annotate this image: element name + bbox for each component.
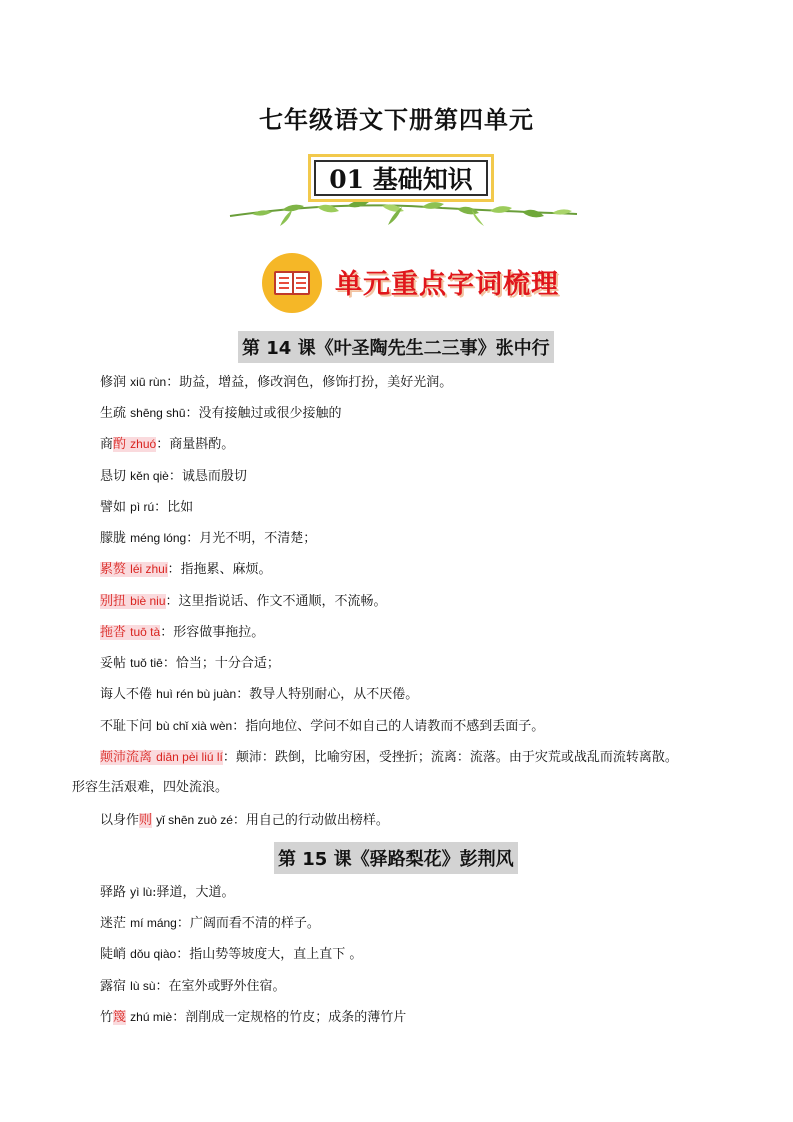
entry-word-highlight: 拖沓 — [100, 625, 127, 640]
entry-definition: ：月光不明，不清楚； — [186, 531, 317, 546]
entry-word: 竹 — [100, 1010, 114, 1025]
entry-definition: 形容生活艰难，四处流浪。 — [72, 780, 229, 795]
entry-pinyin: yǐ shēn zuò zé — [156, 813, 233, 827]
entry-word: 譬如 — [100, 500, 127, 515]
highlight — [139, 813, 152, 828]
section-banner — [222, 150, 582, 232]
entry-definition: :驿道，大道。 — [152, 885, 235, 900]
entry-word-highlight: 累赘 — [100, 562, 127, 577]
entry-pinyin: bù chǐ xià wèn — [156, 719, 233, 733]
entry-pinyin: huì rén bù juàn — [156, 687, 237, 701]
entry-pinyin: pì rú — [130, 500, 155, 514]
entry-pinyin: xiū rùn — [130, 375, 167, 389]
entry-definition: ：指向地位、学问不如自己的人请教而不感到丢面子。 — [232, 719, 545, 734]
entry-definition: ：这里指说话、作文不通顺，不流畅。 — [165, 594, 387, 609]
entry-definition: ：教导人特别耐心，从不厌倦。 — [236, 687, 419, 702]
highlight — [113, 437, 156, 452]
entry-definition: ：恰当；十分合适； — [162, 656, 280, 671]
entry-definition: ：在室外或野外住宿。 — [155, 979, 286, 994]
entry-definition: ：比如 — [154, 500, 194, 515]
highlight — [100, 625, 160, 640]
vocab-entry — [100, 977, 286, 996]
vocab-entry — [100, 623, 264, 642]
entry-pinyin: léi zhui — [130, 562, 168, 576]
entry-pinyin: méng lóng — [130, 531, 187, 545]
entry-definition: ：形容做事拖拉。 — [160, 625, 265, 640]
entry-pinyin: kěn qiè — [130, 469, 169, 483]
vocab-entry — [100, 498, 193, 517]
entry-word: 以身作 — [100, 813, 140, 828]
vocab-entry — [100, 748, 678, 767]
vocab-entry — [100, 592, 387, 611]
entry-definition: ：指山势等坡度大，直上直下 。 — [176, 947, 363, 962]
entry-word: 生疏 — [100, 406, 127, 421]
entry-word-highlight: 颠沛流离 — [100, 750, 153, 765]
vocab-entry — [100, 404, 342, 423]
highlight — [100, 562, 168, 577]
entry-pinyin: zhuó — [130, 437, 157, 451]
lesson-heading: 第 14 课《叶圣陶先生二三事》张中行 — [238, 331, 554, 363]
vocab-entry — [100, 717, 544, 736]
vocab-entry — [100, 685, 418, 704]
entry-pinyin: lù sù — [130, 979, 156, 993]
vocab-entry — [100, 529, 316, 548]
entry-word: 修润 — [100, 375, 127, 390]
entry-pinyin: yì lù — [130, 885, 153, 899]
entry-pinyin: diān pèi liú lí — [156, 750, 223, 764]
entry-pinyin: mí máng — [130, 916, 177, 930]
vocab-entry — [100, 883, 235, 902]
book-icon — [262, 253, 322, 313]
entry-definition: ：颠沛：跌倒，比喻穷困，受挫折；流离：流落。由于灾荒或战乱而流转离散。 — [222, 750, 678, 765]
entry-word: 诲人不倦 — [100, 687, 153, 702]
highlight — [100, 750, 223, 765]
entry-word: 迷茫 — [100, 916, 127, 931]
lesson-heading: 第 15 课《驿路梨花》彭荆风 — [274, 842, 518, 874]
highlight — [100, 594, 166, 609]
vocab-entry — [100, 467, 247, 486]
banner-frame — [308, 154, 494, 202]
entry-pinyin: shēng shū — [130, 406, 186, 420]
entry-word: 朦胧 — [100, 531, 127, 546]
vocab-entry — [100, 1008, 406, 1027]
vocab-entry — [72, 779, 228, 797]
entry-word: 恳切 — [100, 469, 127, 484]
section-title: 单元重点字词梳理 — [335, 269, 559, 300]
entry-word: 不耻下问 — [100, 719, 153, 734]
highlight — [113, 1010, 126, 1025]
entry-definition: ：诚恳而殷切 — [168, 469, 247, 484]
entry-definition: ：助益，增益，修改润色，修饰打扮，美好光润。 — [166, 375, 453, 390]
entry-pinyin: tuǒ tiē — [130, 656, 163, 670]
entry-definition: ：指拖累、麻烦。 — [167, 562, 272, 577]
page-title: 七年级语文下册第四单元 — [259, 106, 534, 134]
vocab-entry — [100, 373, 452, 392]
entry-definition: ：用自己的行动做出榜样。 — [232, 813, 389, 828]
entry-pinyin: dǒu qiào — [130, 947, 177, 961]
entry-word: 露宿 — [100, 979, 127, 994]
entry-definition: ：没有接触过或很少接触的 — [185, 406, 342, 421]
vocab-entry — [100, 914, 320, 933]
vocab-entry — [100, 435, 234, 454]
vocab-entry — [100, 654, 280, 673]
vocab-entry — [100, 560, 272, 579]
entry-word: 陡峭 — [100, 947, 127, 962]
banner-text: 01 基础知识 — [329, 165, 473, 194]
vocab-entry — [100, 811, 389, 830]
entry-word: 妥帖 — [100, 656, 127, 671]
entry-word-highlight: 则 — [139, 813, 153, 828]
entry-word-highlight: 酌 — [113, 437, 127, 452]
entry-definition: ：剖削成一定规格的竹皮；成条的薄竹片 — [172, 1010, 407, 1025]
entry-word: 驿路 — [100, 885, 127, 900]
vocab-entry — [100, 945, 362, 964]
entry-word: 商 — [100, 437, 114, 452]
entry-word-highlight: 别扭 — [100, 594, 127, 609]
entry-definition: ：商量斟酌。 — [156, 437, 235, 452]
entry-definition: ：广阔而看不清的样子。 — [176, 916, 320, 931]
entry-pinyin: biè niu — [130, 594, 166, 608]
entry-pinyin: tuō tà — [130, 625, 161, 639]
entry-word-highlight: 篾 — [113, 1010, 127, 1025]
entry-pinyin: zhú miè — [130, 1010, 173, 1024]
